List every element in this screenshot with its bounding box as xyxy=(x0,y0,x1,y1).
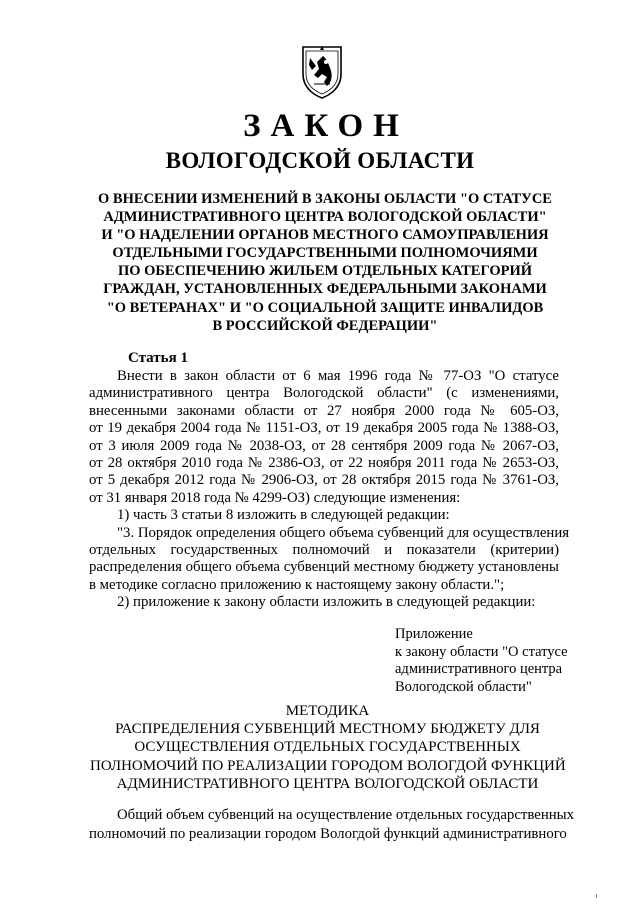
methodology-line: ПОЛНОМОЧИЙ ПО РЕАЛИЗАЦИИ ГОРОДОМ ВОЛОГДОЙ ФУНКЦИЙ xyxy=(90,757,566,774)
body-line: Внести в закон области от 6 мая 1996 года № 77-ОЗ "О статусе xyxy=(117,368,559,384)
body-line: полномочий по реализации городом Вологдой функций административного xyxy=(89,826,567,842)
body-line: "3. Порядок определения общего объема субвенций для осуществления xyxy=(117,524,570,541)
methodology-line: АДМИНИСТРАТИВНОГО ЦЕНТРА ВОЛОГОДСКОЙ ОБЛАСТИ xyxy=(116,775,539,792)
law-title-line: ГРАЖДАН, УСТАНОВЛЕННЫХ ФЕДЕРАЛЬНЫМИ ЗАКОНАМИ xyxy=(103,281,547,298)
appendix-line: административного центра xyxy=(395,661,563,677)
body-line: 1) часть 3 статьи 8 изложить в следующей редакции: xyxy=(117,507,450,524)
law-title-line: ПО ОБЕСПЕЧЕНИЮ ЖИЛЬЕМ ОТДЕЛЬНЫХ КАТЕГОРИЙ xyxy=(117,263,533,280)
body-line: от 31 января 2018 года № 4299-ОЗ) следующие изменения: xyxy=(89,489,461,506)
appendix-line: Вологодской области" xyxy=(395,678,532,695)
methodology-line: МЕТОДИКА xyxy=(285,703,370,719)
body-line: административного центра Вологодской области" (с изменениями, xyxy=(89,385,559,402)
body-line: распределения общего объема субвенций местному бюджету установлены xyxy=(89,559,559,576)
appendix-line: к закону области "О статусе xyxy=(395,643,568,660)
appendix-reference xyxy=(395,626,568,696)
law-title-line: "О ВЕТЕРАНАХ" И "О СОЦИАЛЬНОЙ ЗАЩИТЕ ИНВАЛИДОВ xyxy=(106,299,544,316)
scan-mark xyxy=(596,894,597,898)
body-line: от 3 июля 2009 года № 2038-ОЗ, от 28 сентября 2009 года № 2067-ОЗ, xyxy=(89,437,559,454)
document-type-heading: ЗАКОН xyxy=(243,108,409,144)
methodology-line: РАСПРЕДЕЛЕНИЯ СУБВЕНЦИЙ МЕСТНОМУ БЮДЖЕТУ ДЛЯ xyxy=(115,721,540,738)
body-line: отдельных государственных полномочий и показатели (критерии) xyxy=(89,541,559,558)
law-title-line: И "О НАДЕЛЕНИИ ОРГАНОВ МЕСТНОГО САМОУПРАВЛЕНИЯ xyxy=(101,227,549,244)
article-body xyxy=(89,368,570,611)
law-title-line: АДМИНИСТРАТИВНОГО ЦЕНТРА ВОЛОГОДСКОЙ ОБЛАСТИ" xyxy=(103,209,547,226)
body-line: от 5 декабря 2012 года № 2906-ОЗ, от 28 октября 2015 года № 3761-ОЗ, xyxy=(89,472,559,489)
law-title-line: О ВНЕСЕНИИ ИЗМЕНЕНИЙ В ЗАКОНЫ ОБЛАСТИ "О СТАТУСЕ xyxy=(98,191,552,207)
body-line: внесенными законами области от 27 ноября 2000 года № 605-ОЗ, xyxy=(89,402,559,419)
article-heading: Статья 1 xyxy=(128,350,188,366)
law-title xyxy=(90,190,560,335)
region-heading: ВОЛОГОДСКОЙ ОБЛАСТИ xyxy=(165,148,475,173)
law-title-line: ОТДЕЛЬНЫМИ ГОСУДАРСТВЕННЫМИ ПОЛНОМОЧИЯМИ xyxy=(112,245,538,262)
appendix-line: Приложение xyxy=(395,626,473,642)
law-title-line: В РОССИЙСКОЙ ФЕДЕРАЦИИ" xyxy=(212,317,438,334)
methodology-body xyxy=(89,806,575,844)
body-line: от 19 декабря 2004 года № 1151-ОЗ, от 19 декабря 2005 года № 1388-ОЗ, xyxy=(89,420,559,437)
body-line: 2) приложение к закону области изложить в следующей редакции: xyxy=(117,594,536,611)
methodology-line: ОСУЩЕСТВЛЕНИЯ ОТДЕЛЬНЫХ ГОСУДАРСТВЕННЫХ xyxy=(134,739,521,756)
coat-of-arms-icon xyxy=(300,44,344,100)
body-line: Общий объем субвенций на осуществление отдельных государственных xyxy=(117,807,575,823)
body-line: от 28 октября 2010 года № 2386-ОЗ, от 22 ноября 2011 года № 2653-ОЗ, xyxy=(89,454,559,471)
body-line: в методике согласно приложению к настоящему закону области."; xyxy=(89,576,505,593)
methodology-title xyxy=(90,702,565,793)
